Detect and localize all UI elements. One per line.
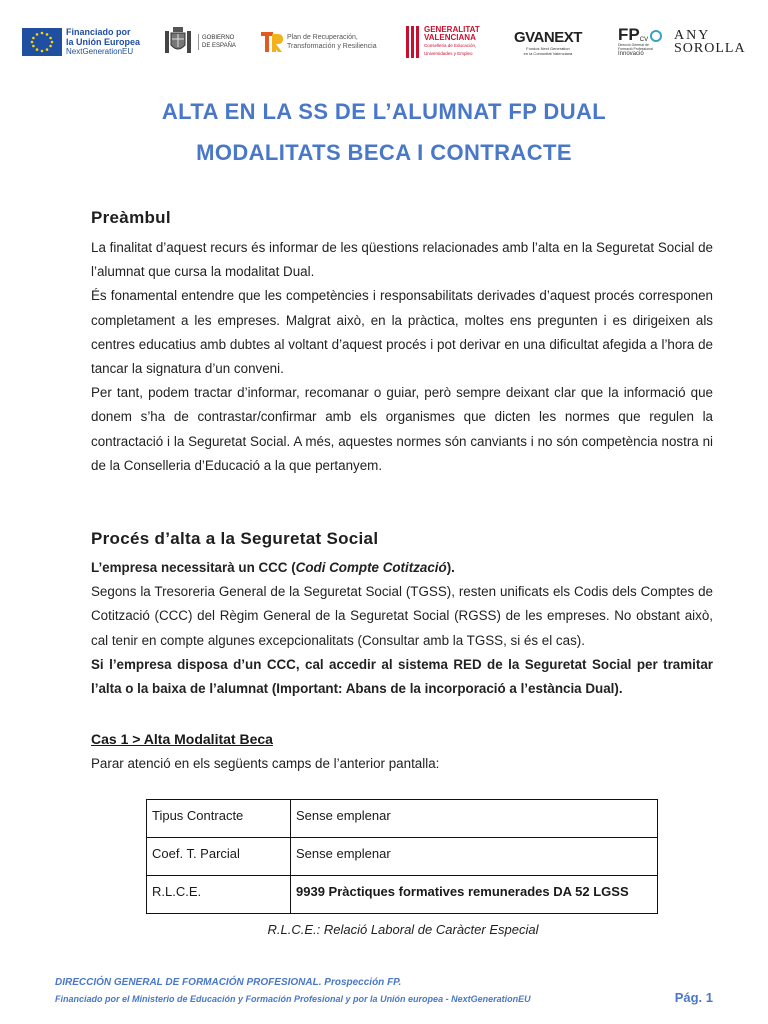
gvanext-sub1: Fondos Next Generation [526, 45, 570, 51]
prtr-tr-icon [260, 30, 284, 54]
table-caption: R.L.C.E.: Relació Laboral de Caràcter Especial [267, 922, 539, 937]
table-row [147, 876, 658, 914]
page-number: Pág. 1 [674, 990, 713, 1005]
gva-line3: Conselleria de Educación, [424, 43, 477, 48]
gva-line1: GENERALITAT [424, 25, 480, 34]
gva-logo [406, 22, 480, 62]
footer-line-2: Financiado por el Ministerio de Educación y Formación Profesional y por la Unión europea - NextGenerationEU [55, 994, 531, 1004]
gvanext-sub2: en la Comunitat Valenciana [523, 50, 573, 56]
ccc-lead: L’empresa necessitarà un CCC ( [91, 560, 296, 575]
ccc-end: ). [446, 560, 455, 575]
prtr-line2: Transformación y Resiliencia [287, 43, 377, 50]
preambul-paragraph-2: És fonamental entendre que les competències i responsabilitats derivades d’aquest procés corresponen completament a les empreses. Malgrat això, en la pràctica, moltes ens pregunten i es dirigeixen als centres educatius amb dubtes al voltant d’aquest procés i pot derivar en una dificultat afegida a l’hora de tancar la signatura d’un conveni. [91, 288, 713, 377]
gva-line4: Universidades y Empleo [424, 51, 473, 56]
field-value: 9939 Pràctiques formatives remunerades DA 52 LGSS [291, 876, 658, 914]
eu-flag-icon [22, 28, 62, 56]
preambul-body [91, 236, 713, 478]
fpcv-line3: Innovació [618, 50, 644, 57]
fpcv-line2: Formació Professional [618, 46, 653, 51]
preambul-paragraph-3: Per tant, podem tractar d’informar, recomanar o guiar, però sempre deixant clar que la informació que donem s’ha de contrastar/confirmar amb els organismes que dicten les normes que regulen la contractació i la Seguretat Social. A més, aquestes normes són canviants i no són competència nostra ni de la Conselleria d’Educació a la que pertanyem. [91, 385, 713, 473]
preambul-paragraph-1: La finalitat d’aquest recurs és informar de les qüestions relacionades amb l’alta en la Seguretat Social de l’alumnat que cursa la modalitat Dual. [91, 240, 713, 280]
proces-paragraph-2: Si l’empresa disposa d’un CCC, cal accedir al sistema RED de la Seguretat Social per tramitar l’alta o la baixa de l’alumnat (Important: Abans de la incorporació a l’estància Dual). [91, 656, 713, 697]
fpcv-circle-icon [649, 29, 663, 43]
gvanext-text: GVANEXT [514, 28, 582, 46]
gva-line2: VALENCIANA [424, 33, 476, 42]
eu-logo-line3: NextGenerationEU [66, 47, 134, 56]
gva-crest-icon [406, 26, 420, 58]
document-title: ALTA EN LA SS DE L’ALUMNAT FP DUAL [161, 99, 607, 124]
field-value: Sense emplenar [291, 838, 658, 876]
field-value: Sense emplenar [291, 800, 658, 838]
proces-paragraph-1: Segons la Tresoreria General de la Seguretat Social (TGSS), resten unificats els Codis dels Comptes de Cotització (CCC) del Règim General de la Seguretat Social (RGSS) de les empreses. No obstant això, cal tenir en compte algunes excepcionalitats (Consultar amb la TGSS, si és el cas). [91, 584, 713, 648]
preambul-heading: Preàmbul [91, 208, 171, 227]
gobierno-logo [162, 22, 236, 62]
table-row [147, 838, 658, 876]
gvanext-logo [514, 22, 582, 62]
ccc-italic: Codi Compte Cotització [295, 560, 447, 575]
field-name: R.L.C.E. [147, 876, 291, 914]
sorolla-logo [674, 22, 746, 62]
eu-logo-line1: Financiado por [66, 27, 131, 37]
gobierno-line1: GOBIERNO [202, 35, 235, 41]
field-name: Tipus Contracte [147, 800, 291, 838]
prtr-logo [260, 22, 377, 62]
eu-logo-line2: la Unión Europea [66, 37, 141, 47]
fields-table [146, 799, 658, 914]
field-name: Coef. T. Parcial [147, 838, 291, 876]
cas1-intro: Parar atenció en els següents camps de l’anterior pantalla: [91, 756, 440, 771]
header-logos [22, 22, 758, 66]
coat-of-arms-icon [162, 25, 194, 59]
cas1-heading: Cas 1 > Alta Modalitat Beca [91, 731, 273, 747]
eu-logo [22, 22, 140, 62]
fpcv-line1: Direcció General de [618, 42, 649, 47]
footer-line-1: DIRECCIÓN GENERAL DE FORMACIÓN PROFESIONAL. Prospección FP. [55, 977, 402, 988]
gobierno-line2: DE ESPAÑA [202, 43, 236, 49]
fpcv-logo [618, 22, 663, 62]
proces-body [91, 556, 713, 701]
fpcv-sub: CV [639, 36, 649, 43]
document-subtitle: MODALITATS BECA I CONTRACTE [196, 140, 572, 165]
proces-heading: Procés d’alta a la Seguretat Social [91, 529, 379, 548]
ccc-requirement [91, 556, 713, 580]
prtr-line1: Plan de Recuperación, [287, 34, 358, 41]
sorolla-line2: SOROLLA [674, 41, 746, 56]
table-row [147, 800, 658, 838]
sorolla-line1: ANY [674, 28, 711, 43]
fpcv-text: FP [618, 24, 640, 44]
